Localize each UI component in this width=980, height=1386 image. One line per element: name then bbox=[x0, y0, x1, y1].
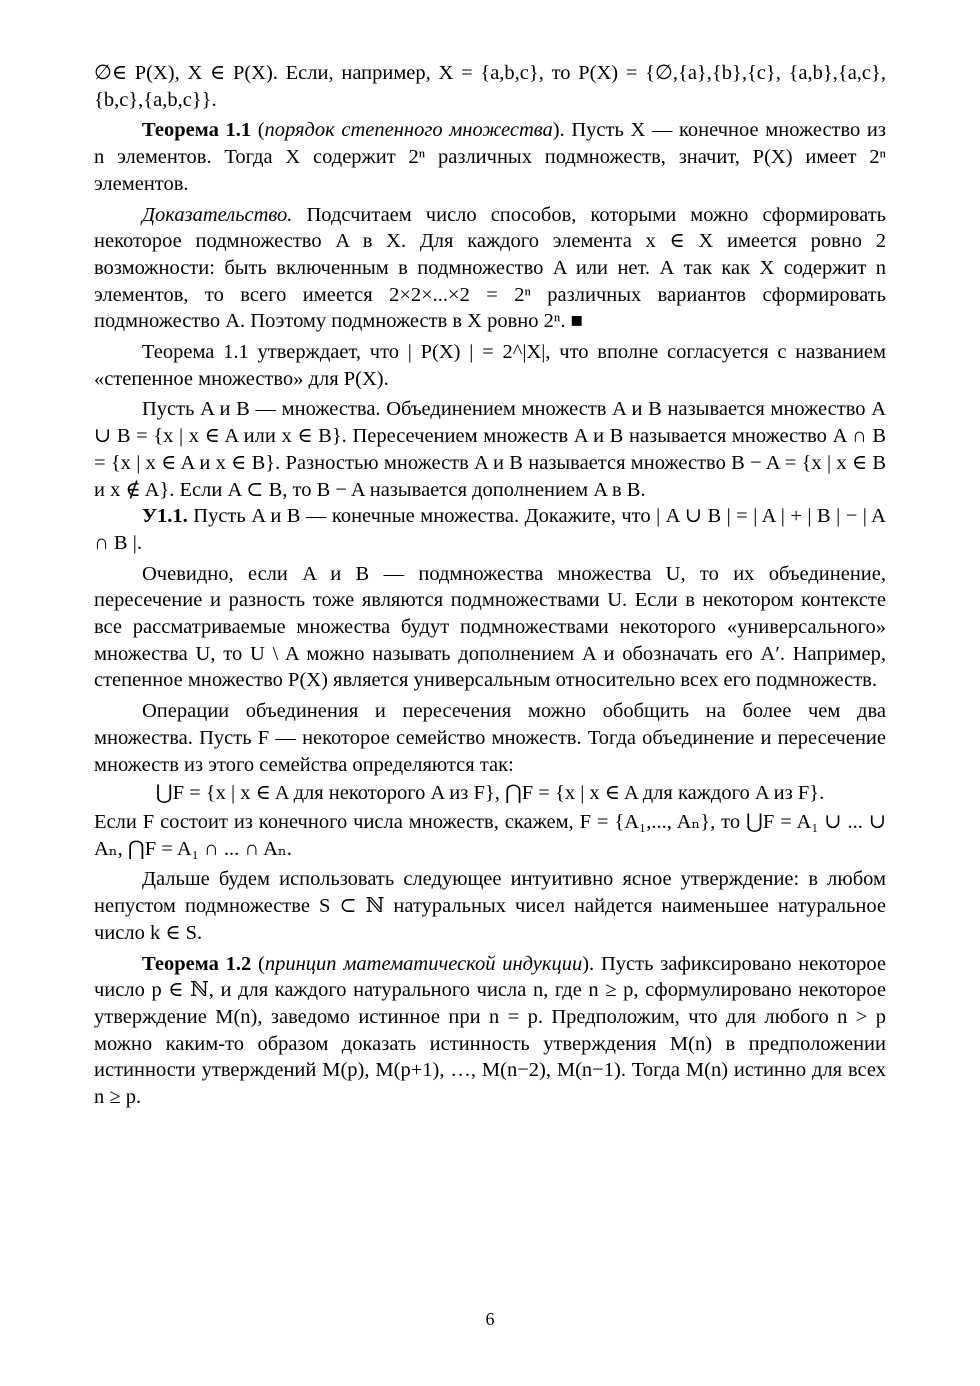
theorem-1-1-name: порядок степенного множества bbox=[264, 119, 553, 142]
paragraph-well-ordering: Дальше будем использовать следующее интуитивно ясное утверждение: в любом непустом подмножестве S ⊂ ℕ натуральных чисел найдется наименьшее натуральное число k ∈ S. bbox=[94, 868, 886, 944]
proof-text: Подсчитаем число способов, которыми можно сформировать некоторое подмножество A в X. Для каждого элемента x ∈ X имеется ровно 2 возможности: быть включенным в подмножество A или нет. А так как X содержит n элементов, то всего имеется 2×2×...×2 = 2ⁿ различных вариантов сформировать подмножество A. Поэтому подмножеств в X ровно 2ⁿ. ■ bbox=[94, 203, 886, 333]
paragraph-theorem-remark: Теорема 1.1 утверждает, что | P(X) | = 2^|X|, что вполне согласуется с названием «степенное множество» для P(X). bbox=[94, 341, 886, 390]
paragraph-finite-family: Если F состоит из конечного числа множеств, скажем, F = {A₁,..., Aₙ}, то ⋃F = A₁ ∪ ... ∪ Aₙ, ⋂F = A₁ ∩ ... ∩ Aₙ. bbox=[94, 810, 886, 860]
paragraph-powerset-example: ∅∈ P(X), X ∈ P(X). Если, например, X = {a,b,c}, то P(X) = {∅,{a},{b},{c}, {a,b},{a,c},{b,c},{a,b,c}}. bbox=[94, 62, 886, 111]
proof-label: Доказательство. bbox=[142, 203, 293, 226]
theorem-1-1-title: Теорема 1.1 bbox=[142, 119, 252, 142]
exercise-1-1 bbox=[94, 503, 886, 556]
page-number: 6 bbox=[485, 1309, 495, 1329]
exercise-label: У1.1. bbox=[142, 505, 188, 528]
paragraph-universal-set: Очевидно, если A и B — подмножества множества U, то их объединение, пересечение и разность тоже являются подмножествами U. Если в некотором контексте все рассматриваемые множества будут подмножествами некоторого «универсального» множества U, то U \ A можно называть дополнением A и обозначать его A′. Например, степенное множество P(X) является универсальным относительно всех его подмножеств. bbox=[94, 562, 886, 692]
theorem-1-2-name: принцип математической индукции bbox=[264, 952, 583, 975]
theorem-1-2: Теорема 1.2 (принцип математической индукции). Пусть зафиксировано некоторое число p ∈ ℕ, и для каждого натурального числа n, где n ≥ p, сформулировано некоторое утверждение M(n), заведомо истинное при n = p. Предположим, что для любого n > p можно каким-то образом доказать истинность утверждения M(n) в предположении истинности утверждений M(p), M(p+1), …, M(n−2), M(n−1). Тогда M(n) истинно для всех n ≥ p. bbox=[94, 952, 886, 1109]
theorem-1-2-title: Теорема 1.2 bbox=[142, 952, 252, 975]
exercise-text: Пусть A и B — конечные множества. Докажите, что | A ∪ B | = | A | + | B | − | A ∩ B |. bbox=[94, 505, 886, 554]
theorem-1-1: Теорема 1.1 (порядок степенного множества). Пусть X — конечное множество из n элементов. Тогда X содержит 2ⁿ различных подмножеств, значит, P(X) имеет 2ⁿ элементов. bbox=[94, 119, 886, 195]
paragraph-set-family: Операции объединения и пересечения можно обобщить на более чем два множества. Пусть F — некоторое семейство множеств. Тогда объединение и пересечение множеств из этого семейства определяются так: bbox=[94, 700, 886, 776]
theorem-1-2-text: ). Пусть зафиксировано некоторое число p ∈ ℕ, и для каждого натурального числа n, где n ≥ p, сформулировано некоторое утверждение M(n), заведомо истинное при n = p. Предположим, что для любого n > p можно каким-то образом доказать истинность утверждения M(n) в предположении истинности утверждений M(p), M(p+1), …, M(n−2), M(n−1). Тогда M(n) истинно для всех n ≥ p. bbox=[94, 952, 886, 1109]
proof-1-1 bbox=[94, 202, 886, 336]
paragraph-set-operations: Пусть A и B — множества. Объединением множеств A и B называется множество A ∪ B = {x | x ∈ A или x ∈ B}. Пересечением множеств A и B называется множество A ∩ B = {x | x ∈ A и x ∈ B}. Разностью множеств A и B называется множество B − A = {x | x ∈ B и x ∉ A}. Если A ⊂ B, то B − A называется дополнением A в B. bbox=[94, 398, 886, 501]
theorem-1-1-text: ). Пусть X — конечное множество из n элементов. Тогда X содержит 2ⁿ различных подмножеств, значит, P(X) имеет 2ⁿ элементов. bbox=[94, 119, 886, 195]
formula-family-union-intersection: ⋃F = {x | x ∈ A для некоторого A из F}, ⋂F = {x | x ∈ A для каждого A из F}. bbox=[155, 782, 825, 805]
